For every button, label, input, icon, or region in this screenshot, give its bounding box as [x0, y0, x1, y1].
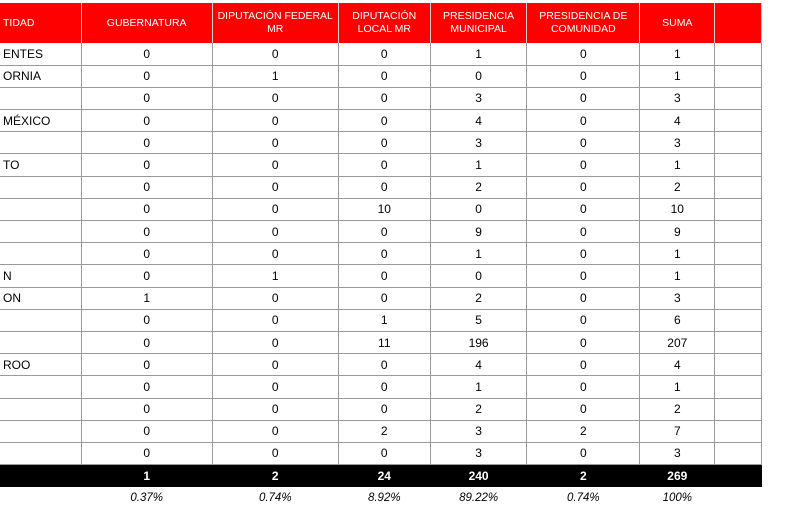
cell-suma: 207	[640, 331, 715, 353]
cell-suma: 3	[640, 132, 715, 154]
cell-presidencia-municipal: 4	[430, 110, 527, 132]
percent-diputacion-local: 8.92%	[367, 491, 401, 504]
cell-diputacion-federal: 0	[212, 331, 338, 353]
header-suma: SUMA	[640, 3, 715, 43]
cell-entidad	[0, 398, 81, 420]
cell-gubernatura: 0	[81, 420, 212, 442]
cell-diputacion-local: 11	[338, 331, 430, 353]
cell-presidencia-municipal: 1	[430, 43, 527, 65]
cell-diputacion-local: 0	[338, 243, 430, 265]
percent-empty	[715, 487, 762, 509]
cell-diputacion-local: 0	[338, 354, 430, 376]
table-row	[0, 420, 762, 442]
table-row	[0, 110, 762, 132]
cell-presidencia-comunidad: 0	[527, 265, 640, 287]
cell-diputacion-federal: 0	[212, 442, 338, 464]
cell-gubernatura: 0	[81, 331, 212, 353]
table-row	[0, 221, 762, 243]
cell-suma: 10	[640, 198, 715, 220]
table-row	[0, 287, 762, 309]
cell-gubernatura: 0	[81, 243, 212, 265]
cell-presidencia-comunidad: 0	[527, 398, 640, 420]
cell-gubernatura: 0	[81, 398, 212, 420]
cell-gubernatura: 0	[81, 132, 212, 154]
cell-presidencia-comunidad: 0	[527, 221, 640, 243]
cell-suma: 9	[640, 221, 715, 243]
cell-presidencia-comunidad: 0	[527, 243, 640, 265]
cell-empty	[715, 287, 762, 309]
cell-diputacion-local: 0	[338, 43, 430, 65]
cell-gubernatura: 0	[81, 110, 212, 132]
cell-diputacion-local: 0	[338, 110, 430, 132]
cell-suma: 1	[640, 376, 715, 398]
header-diputacion-local: DIPUTACIÓN LOCAL MR	[338, 3, 430, 43]
cell-diputacion-federal: 0	[212, 243, 338, 265]
cell-suma: 4	[640, 354, 715, 376]
cell-gubernatura: 0	[81, 154, 212, 176]
table-row	[0, 398, 762, 420]
cell-diputacion-local: 0	[338, 398, 430, 420]
percent-suma: 100%	[662, 491, 693, 504]
cell-empty	[715, 398, 762, 420]
cell-presidencia-comunidad: 0	[527, 442, 640, 464]
table-row	[0, 354, 762, 376]
cell-gubernatura: 0	[81, 176, 212, 198]
cell-presidencia-comunidad: 0	[527, 354, 640, 376]
cell-presidencia-municipal: 3	[430, 87, 527, 109]
cell-presidencia-municipal: 3	[430, 442, 527, 464]
cell-entidad: ON	[0, 287, 81, 309]
cell-empty	[715, 442, 762, 464]
cell-entidad	[0, 331, 81, 353]
table-row	[0, 331, 762, 353]
cell-presidencia-municipal: 0	[430, 198, 527, 220]
header-diputacion-federal: DIPUTACIÓN FEDERAL MR	[212, 3, 338, 43]
cell-diputacion-federal: 1	[212, 265, 338, 287]
cell-presidencia-comunidad: 0	[527, 309, 640, 331]
table-row	[0, 65, 762, 87]
percent-presidencia-comunidad: 0.74%	[567, 491, 600, 504]
cell-gubernatura: 1	[81, 287, 212, 309]
cell-diputacion-local: 10	[338, 198, 430, 220]
cell-presidencia-municipal: 0	[430, 65, 527, 87]
cell-suma: 7	[640, 420, 715, 442]
cell-entidad: ENTES	[0, 43, 81, 65]
cell-empty	[715, 376, 762, 398]
cell-gubernatura: 0	[81, 265, 212, 287]
percent-gubernatura: 0.37%	[130, 491, 163, 504]
cell-suma: 3	[640, 287, 715, 309]
cell-gubernatura: 0	[81, 43, 212, 65]
cell-suma: 2	[640, 398, 715, 420]
cell-entidad	[0, 309, 81, 331]
cell-presidencia-comunidad: 0	[527, 87, 640, 109]
cell-diputacion-federal: 0	[212, 110, 338, 132]
cell-entidad	[0, 221, 81, 243]
table-row	[0, 265, 762, 287]
cell-empty	[715, 198, 762, 220]
cell-gubernatura: 0	[81, 87, 212, 109]
cell-suma: 3	[640, 87, 715, 109]
table-row	[0, 87, 762, 109]
cell-diputacion-local: 0	[338, 265, 430, 287]
total-empty	[715, 465, 762, 487]
cell-presidencia-municipal: 1	[430, 243, 527, 265]
cell-diputacion-federal: 0	[212, 198, 338, 220]
header-presidencia-comunidad: PRESIDENCIA DE COMUNIDAD	[527, 3, 640, 43]
table-row	[0, 43, 762, 65]
total-suma: 269	[640, 465, 715, 487]
cell-suma: 4	[640, 110, 715, 132]
cell-presidencia-comunidad: 0	[527, 331, 640, 353]
cell-entidad	[0, 198, 81, 220]
cell-entidad	[0, 132, 81, 154]
cell-entidad	[0, 376, 81, 398]
cell-diputacion-federal: 0	[212, 354, 338, 376]
cell-gubernatura: 0	[81, 442, 212, 464]
cell-gubernatura: 0	[81, 65, 212, 87]
cell-diputacion-local: 0	[338, 87, 430, 109]
cell-empty	[715, 354, 762, 376]
cell-empty	[715, 331, 762, 353]
header-row	[0, 3, 762, 43]
cell-presidencia-municipal: 9	[430, 221, 527, 243]
table-row	[0, 442, 762, 464]
cell-diputacion-local: 0	[338, 132, 430, 154]
table-row	[0, 243, 762, 265]
cell-empty	[715, 221, 762, 243]
cell-gubernatura: 0	[81, 354, 212, 376]
header-entidad: TIDAD	[0, 3, 81, 43]
cell-suma: 1	[640, 243, 715, 265]
cell-gubernatura: 0	[81, 198, 212, 220]
total-presidencia-comunidad: 2	[527, 465, 640, 487]
cell-presidencia-comunidad: 0	[527, 287, 640, 309]
cell-empty	[715, 132, 762, 154]
total-diputacion-local: 24	[338, 465, 430, 487]
cell-diputacion-federal: 0	[212, 376, 338, 398]
cell-gubernatura: 0	[81, 376, 212, 398]
cell-presidencia-comunidad: 0	[527, 132, 640, 154]
cell-suma: 3	[640, 442, 715, 464]
cell-presidencia-comunidad: 0	[527, 154, 640, 176]
cell-presidencia-comunidad: 0	[527, 198, 640, 220]
cell-diputacion-federal: 0	[212, 309, 338, 331]
cell-gubernatura: 0	[81, 309, 212, 331]
cell-presidencia-comunidad: 0	[527, 65, 640, 87]
cell-diputacion-local: 0	[338, 287, 430, 309]
cell-presidencia-municipal: 5	[430, 309, 527, 331]
total-gubernatura: 1	[81, 465, 212, 487]
cell-presidencia-municipal: 0	[430, 265, 527, 287]
cell-presidencia-municipal: 2	[430, 287, 527, 309]
cell-diputacion-federal: 0	[212, 287, 338, 309]
table-row	[0, 198, 762, 220]
cell-presidencia-municipal: 4	[430, 354, 527, 376]
cell-empty	[715, 265, 762, 287]
cell-entidad: N	[0, 265, 81, 287]
cell-empty	[715, 154, 762, 176]
cell-empty	[715, 65, 762, 87]
cell-presidencia-municipal: 2	[430, 176, 527, 198]
election-results-table	[0, 3, 762, 509]
cell-suma: 1	[640, 265, 715, 287]
header-gubernatura: GUBERNATURA	[81, 3, 212, 43]
cell-diputacion-federal: 0	[212, 87, 338, 109]
cell-entidad	[0, 420, 81, 442]
cell-suma: 1	[640, 65, 715, 87]
table-row	[0, 309, 762, 331]
cell-entidad	[0, 87, 81, 109]
cell-entidad: TO	[0, 154, 81, 176]
cell-empty	[715, 420, 762, 442]
cell-gubernatura: 0	[81, 221, 212, 243]
cell-presidencia-municipal: 3	[430, 132, 527, 154]
table-row	[0, 154, 762, 176]
cell-empty	[715, 87, 762, 109]
total-presidencia-municipal: 240	[430, 465, 527, 487]
cell-diputacion-local: 0	[338, 442, 430, 464]
table-row	[0, 132, 762, 154]
cell-presidencia-comunidad: 0	[527, 376, 640, 398]
cell-suma: 1	[640, 43, 715, 65]
cell-suma: 2	[640, 176, 715, 198]
cell-presidencia-comunidad: 2	[527, 420, 640, 442]
cell-diputacion-federal: 0	[212, 176, 338, 198]
cell-diputacion-local: 0	[338, 376, 430, 398]
total-entidad	[0, 465, 81, 487]
cell-diputacion-local: 1	[338, 309, 430, 331]
cell-empty	[715, 309, 762, 331]
percent-diputacion-federal: 0.74%	[258, 491, 292, 504]
cell-diputacion-local: 0	[338, 65, 430, 87]
cell-entidad: ORNIA	[0, 65, 81, 87]
header-presidencia-municipal: PRESIDENCIA MUNICIPAL	[430, 3, 527, 43]
cell-suma: 6	[640, 309, 715, 331]
cell-empty	[715, 176, 762, 198]
cell-diputacion-local: 2	[338, 420, 430, 442]
cell-entidad	[0, 243, 81, 265]
cell-presidencia-municipal: 3	[430, 420, 527, 442]
cell-presidencia-municipal: 1	[430, 154, 527, 176]
cell-presidencia-municipal: 2	[430, 398, 527, 420]
header-empty	[715, 3, 762, 43]
cell-presidencia-comunidad: 0	[527, 43, 640, 65]
cell-diputacion-local: 0	[338, 154, 430, 176]
cell-presidencia-municipal: 196	[430, 331, 527, 353]
cell-entidad: ROO	[0, 354, 81, 376]
total-diputacion-federal: 2	[212, 465, 338, 487]
cell-suma: 1	[640, 154, 715, 176]
cell-presidencia-municipal: 1	[430, 376, 527, 398]
cell-presidencia-comunidad: 0	[527, 176, 640, 198]
table-row	[0, 376, 762, 398]
cell-diputacion-federal: 0	[212, 398, 338, 420]
cell-empty	[715, 110, 762, 132]
percent-presidencia-municipal: 89.22%	[459, 491, 499, 504]
cell-diputacion-federal: 0	[212, 132, 338, 154]
cell-diputacion-local: 0	[338, 221, 430, 243]
cell-diputacion-federal: 0	[212, 420, 338, 442]
totals-row	[0, 465, 762, 487]
cell-diputacion-federal: 0	[212, 43, 338, 65]
cell-entidad	[0, 442, 81, 464]
cell-entidad	[0, 176, 81, 198]
cell-diputacion-local: 0	[338, 176, 430, 198]
cell-diputacion-federal: 1	[212, 65, 338, 87]
cell-diputacion-federal: 0	[212, 221, 338, 243]
cell-entidad: MÉXICO	[0, 110, 81, 132]
cell-empty	[715, 43, 762, 65]
percent-entidad	[0, 487, 81, 509]
cell-presidencia-comunidad: 0	[527, 110, 640, 132]
percentages-row	[0, 487, 762, 509]
cell-diputacion-federal: 0	[212, 154, 338, 176]
cell-empty	[715, 243, 762, 265]
table-row	[0, 176, 762, 198]
